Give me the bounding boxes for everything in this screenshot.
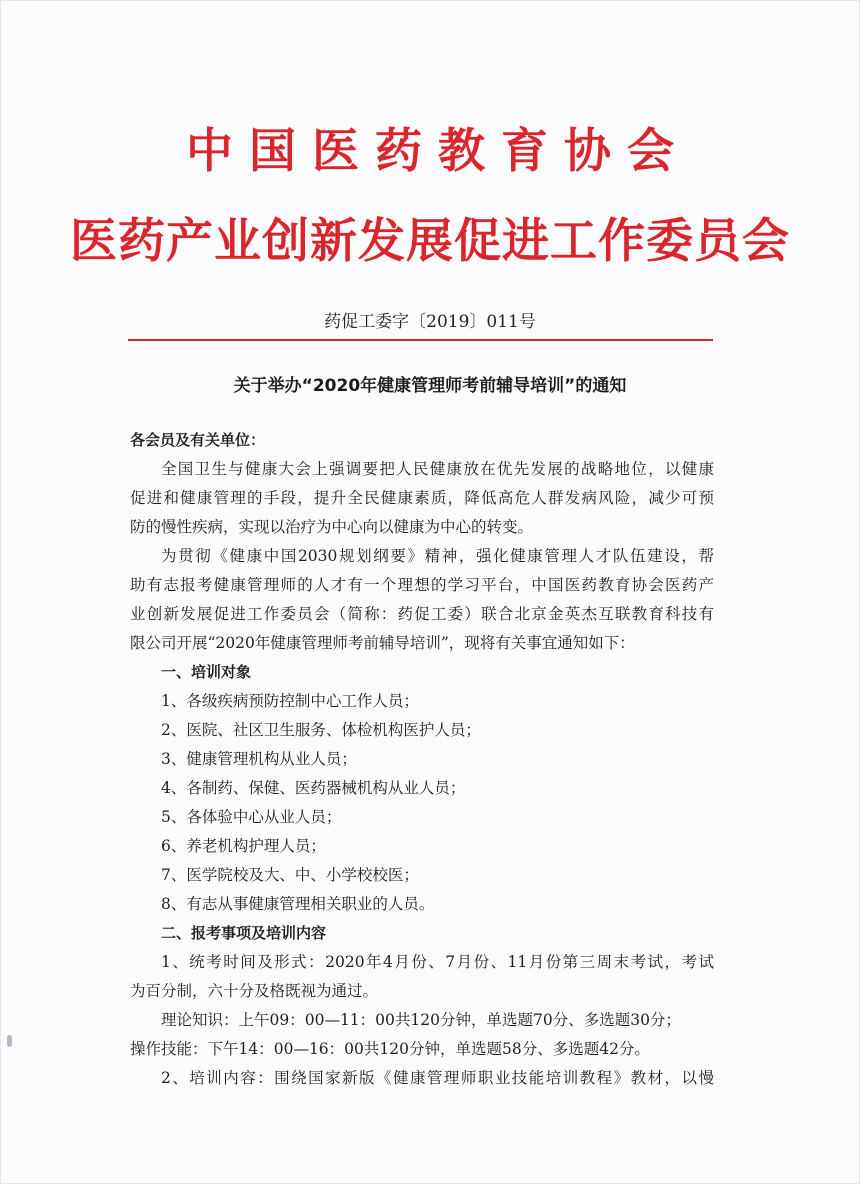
letterhead-red-rule [128,339,713,341]
list-item: 5、各体验中心从业人员； [161,808,342,826]
section-training-targets [130,658,714,919]
section-heading: 二、报考事项及培训内容 [161,924,327,942]
notice-body [130,426,714,1093]
paragraph-line: 业创新发展促进工作委员会（简称：药促工委）联合北京金英杰互联教育科技有 [130,605,714,623]
list-item: 2、医院、社区卫生服务、体检机构医护人员； [161,721,481,739]
paragraph-line: 为百分制，六十分及格既视为通过。 [130,982,379,1000]
list-item: 1、各级疾病预防控制中心工作人员； [161,692,419,710]
scan-artifact [7,1035,12,1047]
paragraph-line: 限公司开展“2020年健康管理师考前辅导培训”，现将有关事宜通知如下： [130,634,635,652]
notice-title: 关于举办“2020年健康管理师考前辅导培训”的通知 [233,376,627,396]
list-item: 4、各制药、保健、医药器械机构从业人员； [161,779,466,797]
paragraph-line: 防的慢性疾病，实现以治疗为中心向以健康为中心的转变。 [130,518,534,536]
list-item: 8、有志从事健康管理相关职业的人员。 [161,895,435,913]
list-item: 6、养老机构护理人员； [161,837,326,855]
paragraph-line: 促进和健康管理的手段，提升全民健康素质，降低高危人群发病风险，减少可预 [130,489,714,507]
document-number: 药促工委字〔2019〕011号 [324,312,536,332]
paragraph-line: 全国卫生与健康大会上强调要把人民健康放在优先发展的战略地位，以健康 [161,460,714,478]
paragraph-line: 为贯彻《健康中国2030规划纲要》精神，强化健康管理人才队伍建设，帮 [161,547,714,565]
letterhead-committee: 医药产业创新发展促进工作委员会 [70,214,790,269]
exam-schedule-line: 理论知识：上午09：00—11：00共120分钟，单选题70分、多选题30分； [161,1011,681,1029]
exam-schedule-line: 操作技能：下午14：00—16：00共120分钟，单选题58分、多选题42分。 [130,1040,650,1058]
letterhead-organization: 中国医药教育协会 [186,124,690,179]
list-item: 3、健康管理机构从业人员； [161,750,357,768]
paragraph-line: 2、培训内容：围绕国家新版《健康管理师职业技能培训教程》教材，以慢 [161,1069,714,1087]
paragraph-1 [130,455,714,542]
paragraph-2 [130,542,714,658]
paragraph-line: 助有志报考健康管理师的人才有一个理想的学习平台，中国医药教育协会医药产 [130,576,714,594]
salutation: 各会员及有关单位： [130,431,266,449]
list-item: 7、医学院校及大、中、小学校校医； [161,866,419,884]
paragraph-line: 1、统考时间及形式：2020年4月份、7月份、11月份第三周末考试，考试 [161,953,714,971]
section-exam-and-content [130,919,714,1093]
section-heading: 一、培训对象 [161,663,252,681]
